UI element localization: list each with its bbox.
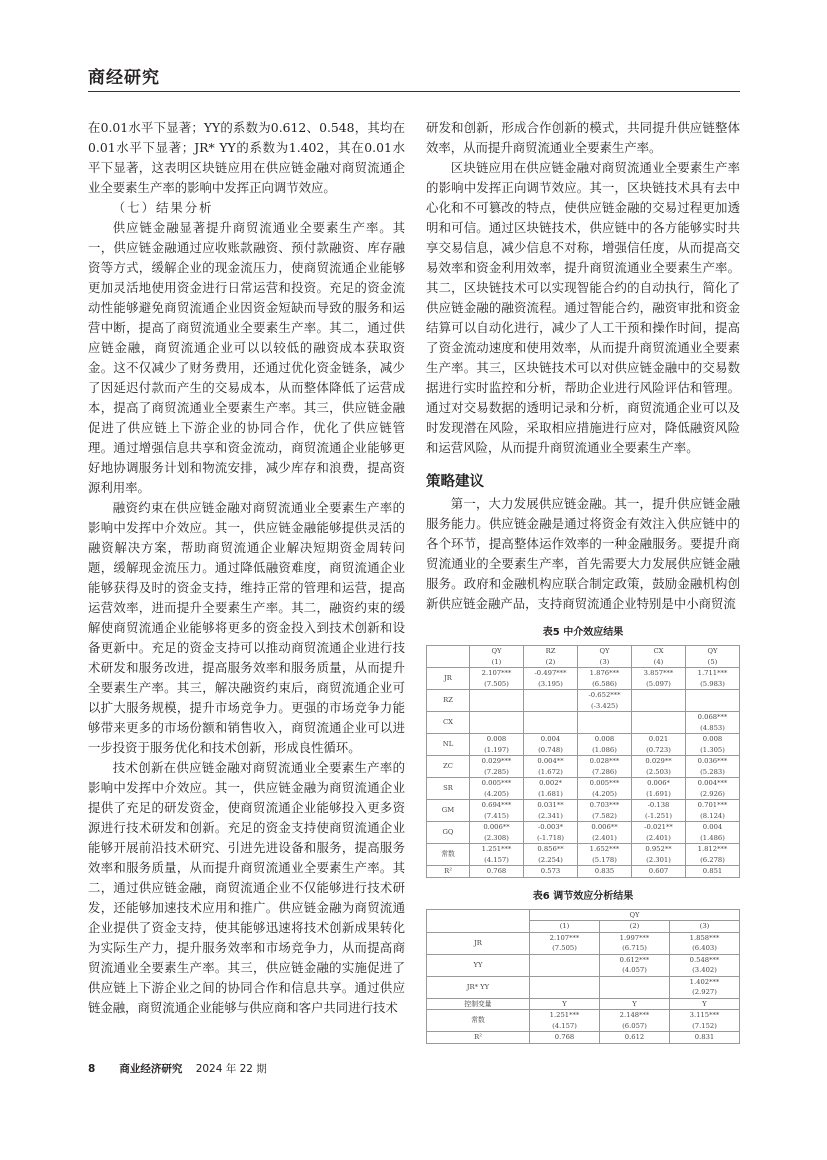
t-statistic: (6.057) <box>622 1021 647 1030</box>
table-row <box>427 734 740 756</box>
r2-value: 0.831 <box>670 1032 740 1044</box>
control-value: Y <box>530 998 600 1010</box>
table-cell <box>686 800 740 822</box>
coefficient: 0.002* <box>539 779 562 787</box>
table-cell <box>632 668 686 690</box>
coefficient: 1.251*** <box>549 1011 580 1019</box>
table-cell <box>578 734 632 756</box>
coefficient: 1.858*** <box>689 933 720 942</box>
row-label: 常数 <box>427 1010 530 1032</box>
coefficient: 0.701*** <box>697 801 728 809</box>
table-cell <box>600 932 670 954</box>
t-statistic: (5.097) <box>646 679 671 688</box>
coefficient: 0.006* <box>647 779 670 787</box>
coefficient: -0.497*** <box>534 669 567 677</box>
table-row <box>427 756 740 778</box>
coefficient: 2.107*** <box>481 669 512 677</box>
row-label: GM <box>427 800 470 822</box>
t-statistic: (1.197) <box>484 745 509 754</box>
table5-title: 表5 中介效应结果 <box>542 627 624 638</box>
t-statistic: (1.672) <box>538 767 563 776</box>
row-label: R² <box>427 1032 530 1044</box>
t-statistic: (4.157) <box>552 1021 577 1030</box>
table-cell <box>578 778 632 800</box>
column-header: (3) <box>670 921 740 933</box>
coefficient: -0.021** <box>644 823 673 831</box>
t-statistic: (4) <box>653 657 664 666</box>
t-statistic: (2.301) <box>646 855 671 864</box>
table-header-row <box>427 909 740 921</box>
t-statistic: (7.415) <box>484 811 509 820</box>
table-cell <box>470 668 524 690</box>
table-cell <box>632 822 686 844</box>
paragraph: 融资约束在供应链金融对商贸流通业全要素生产率的影响中发挥中介效应。其一，供应链金融能够提供灵活的融资解决方案，帮助商贸流通企业解决短期资金周转问题，缓解现金流压力。通过降低融资难度，商贸流通企业能够获得及时的资金支持，维持正常的管理和运营，提高运营效率，进而提升全要素生产率。其二，融资约束的缓解使商贸流通企业能够将更多的资金投入到技术创新和设备更新中。充足的资金支持可以推动商贸流通企业进行技术研发和服务改进，提高服务效率和服务质量，从而提升全要素生产率。其三，解决融资约束后，商贸流通企业可以扩大服务规模，提升市场竞争力。更强的市场竞争力能够带来更多的市场份额和销售收入，商贸流通企业可以进一步投资于服务优化和技术创新，形成良性循环。 <box>88 500 405 755</box>
coefficient: 0.028*** <box>589 757 620 765</box>
table-cell <box>578 668 632 690</box>
t-statistic: (7.505) <box>484 679 509 688</box>
coefficient: 0.548*** <box>689 955 720 964</box>
row-label: R² <box>427 866 470 878</box>
table-cell <box>686 712 740 734</box>
table-cell <box>470 712 524 734</box>
t-statistic: (7.152) <box>692 1021 717 1030</box>
table-cell <box>632 734 686 756</box>
coefficient: 3.115*** <box>689 1011 720 1019</box>
coefficient: 0.036*** <box>697 757 728 765</box>
corner-cell <box>427 646 470 668</box>
paragraph: 第一，大力发展供应链金融。其一，提升供应链金融服务能力。供应链金融是通过将资金有效注入供应链中的各个环节，提高整体运作效率的一种金融服务。要提升商贸流通业的全要素生产率，首先需要大力发展供应链金融服务。政府和金融机构应联合制定政策，鼓励金融机构创新供应链金融产品，支持商贸流通企业特别是中小商贸流 <box>426 496 740 611</box>
footer-journal: 商业经济研究 <box>119 1062 183 1075</box>
coefficient: 0.068*** <box>697 713 728 721</box>
t-statistic: (-3.425) <box>590 701 619 710</box>
table-cell <box>470 646 524 668</box>
coefficient: 0.612*** <box>619 955 650 964</box>
t-statistic: (2.254) <box>538 855 563 864</box>
coefficient: 1.711*** <box>697 669 728 677</box>
table-cell <box>578 844 632 866</box>
row-label: JR* YY <box>427 976 530 998</box>
t-statistic: (-1.718) <box>536 833 565 842</box>
section-heading: 策略建议 <box>426 474 484 490</box>
t-statistic: (5.178) <box>592 855 617 864</box>
t-statistic: (7.286) <box>592 767 617 776</box>
coefficient: RZ <box>545 647 556 655</box>
table-row <box>427 800 740 822</box>
table-row <box>427 976 740 998</box>
t-statistic: (4.853) <box>700 723 725 732</box>
t-statistic: (1) <box>491 657 502 666</box>
dependent-variable: QY <box>530 909 740 921</box>
table-cell <box>578 712 632 734</box>
coefficient: 0.703*** <box>589 801 620 809</box>
table-cell <box>524 646 578 668</box>
t-statistic: (1.086) <box>592 745 617 754</box>
coefficient: 1.876*** <box>589 669 620 677</box>
paragraph: 供应链金融显著提升商贸流通业全要素生产率。其一，供应链金融通过应收账款融资、预付款融资、库存融资等方式，缓解企业的现金流压力，使商贸流通企业能够更加灵活地使用资金进行日常运营和投资。充足的资金流动性能够避免商贸流通企业因资金短缺而导致的服务和运营中断，提高了商贸流通业全要素生产率。其二，通过供应链金融，商贸流通企业可以以较低的融资成本获取资金。这不仅减少了财务费用，还通过优化资金链条，减少了因延迟付款而产生的交易成本，从而整体降低了运营成本，提高了商贸流通业全要素生产率。其三，供应链金融促进了供应链上下游企业的协同合作，优化了供应链管理。通过增强信息共享和资金流动，商贸流通企业能够更好地协调服务计划和物流安排，减少库存和浪费，提高资源利用率。 <box>88 220 405 495</box>
coefficient: 0.006** <box>591 823 618 831</box>
table-row <box>427 1032 740 1044</box>
table-cell <box>470 822 524 844</box>
journal-header: 商经研究 <box>88 68 160 88</box>
row-label: YY <box>427 954 530 976</box>
table-cell <box>524 822 578 844</box>
row-label: ZC <box>427 756 470 778</box>
table-row <box>427 932 740 954</box>
control-value: Y <box>670 998 740 1010</box>
t-statistic: (2.401) <box>646 833 671 842</box>
coefficient: 0.004 <box>702 823 723 831</box>
table-cell <box>632 844 686 866</box>
t-statistic: (4.205) <box>592 789 617 798</box>
table-row <box>427 690 740 712</box>
t-statistic: (4.057) <box>622 966 647 974</box>
page-number: 8 <box>88 1062 96 1075</box>
table-cell <box>524 844 578 866</box>
table-cell <box>524 668 578 690</box>
table-cell <box>600 954 670 976</box>
coefficient: 1.251*** <box>481 845 512 853</box>
t-statistic: (0.748) <box>538 745 563 754</box>
coefficient: 0.004*** <box>697 779 728 787</box>
t-statistic: (3.402) <box>692 966 717 974</box>
coefficient: -0.652*** <box>588 691 621 699</box>
t-statistic: (2.308) <box>484 833 509 842</box>
table-row <box>427 668 740 690</box>
page-footer <box>88 1062 740 1096</box>
t-statistic: (4.157) <box>484 855 509 864</box>
table-cell <box>670 954 740 976</box>
table-cell <box>470 800 524 822</box>
table-row <box>427 844 740 866</box>
table-row <box>427 822 740 844</box>
row-label: NL <box>427 734 470 756</box>
r2-value: 0.573 <box>524 866 578 878</box>
table-cell <box>670 1010 740 1032</box>
coefficient: 1.402*** <box>689 977 720 986</box>
table6-title: 表6 调节效应分析结果 <box>532 890 634 902</box>
left-column <box>88 118 405 1044</box>
coefficient: 0.029** <box>645 757 672 765</box>
table-row <box>427 866 740 878</box>
t-statistic: (2.927) <box>692 988 717 996</box>
right-column <box>426 118 740 1044</box>
t-statistic: (5) <box>707 657 718 666</box>
t-statistic: (8.124) <box>700 811 725 820</box>
table-cell <box>578 690 632 712</box>
table-row <box>427 1010 740 1032</box>
paragraph: 技术创新在供应链金融对商贸流通业全要素生产率的影响中发挥中介效应。其一，供应链金融为商贸流通企业提供了充足的研发资金，使商贸流通企业能够投入更多资源进行技术研发和创新。充足的资金支持使商贸流通企业能够开展前沿技术研究、引进先进设备和服务，提高服务效率和服务质量，从而提升商贸流通业全要素生产率。其二，通过供应链金融，商贸流通企业不仅能够进行技术研发，还能够加速技术应用和推广。供应链金融为商贸流通企业提供了资金支持，使其能够迅速将技术创新成果转化为实际生产力，提升服务效率和市场竞争力，从而提高商贸流通业全要素生产率。其三，供应链金融的实施促进了供应链上下游企业之间的协同合作和信息共享。通过供应链金融，商贸流通企业能够与供应商和客户共同进行技术 <box>88 760 405 1015</box>
table-cell <box>632 778 686 800</box>
table-row <box>427 954 740 976</box>
r2-value: 0.835 <box>578 866 632 878</box>
paragraph: 在0.01水平下显著；YY的系数为0.612、0.548，其均在0.01水平下显著；JR* YY的系数为1.402，其在0.01水平下显著，这表明区块链应用在供应链金融对商贸流通企业全要素生产率的影响中发挥正向调节效应。 <box>88 120 405 195</box>
table-cell <box>632 800 686 822</box>
coefficient: -0.138 <box>647 801 670 809</box>
table5-mediation-results <box>426 645 740 878</box>
subheading: （七）结果分析 <box>112 200 214 215</box>
table6-moderation-results <box>426 909 740 1044</box>
table-cell <box>530 954 600 976</box>
table-cell <box>470 734 524 756</box>
coefficient: 1.997*** <box>619 933 650 942</box>
table-cell <box>470 756 524 778</box>
table-cell <box>632 756 686 778</box>
coefficient: 1.812*** <box>697 845 728 853</box>
coefficient: 0.004 <box>540 735 561 743</box>
table-cell <box>686 822 740 844</box>
control-value: Y <box>600 998 670 1010</box>
coefficient: 2.148*** <box>619 1011 650 1019</box>
table-cell <box>600 1010 670 1032</box>
coefficient: 0.008 <box>702 735 723 743</box>
coefficient: 1.652*** <box>589 845 620 853</box>
table-cell <box>524 778 578 800</box>
table-cell <box>670 932 740 954</box>
table-cell <box>524 712 578 734</box>
t-statistic: (7.505) <box>552 944 577 952</box>
table-cell <box>578 800 632 822</box>
coefficient: 2.107*** <box>549 933 580 942</box>
coefficient: 0.029*** <box>481 757 512 765</box>
coefficient: QY <box>707 647 718 655</box>
table-cell <box>530 976 600 998</box>
coefficient: 0.006** <box>483 823 510 831</box>
row-label: GQ <box>427 822 470 844</box>
paragraph: 区块链应用在供应链金融对商贸流通业全要素生产率的影响中发挥正向调节效应。其一，区块链技术具有去中心化和不可篡改的特点，使供应链金融的交易过程更加透明和可信。通过区块链技术，供应链中的各方能够实时共享交易信息，减少信息不对称，增强信任度，从而提高交易效率和资金利用效率，提升商贸流通业全要素生产率。其二，区块链技术可以实现智能合约的自动执行，简化了供应链金融的融资流程。通过智能合约，融资审批和资金结算可以自动化进行，减少了人工干预和操作时间，提高了资金流动速度和使用效率，从而提升商贸流通业全要素生产率。其三，区块链技术可以对供应链金融中的交易数据进行实时监控和分析，帮助企业进行风险评估和管理。通过对交易数据的透明记录和分析，商贸流通企业可以及时发现潜在风险，采取相应措施进行应对，降低融资风险和运营风险，从而提升商贸流通业全要素生产率。 <box>426 160 740 455</box>
t-statistic: (1.305) <box>700 745 725 754</box>
t-statistic: (6.403) <box>692 944 717 952</box>
table-cell <box>632 712 686 734</box>
row-label: JR <box>427 932 530 954</box>
table-row <box>427 712 740 734</box>
row-label: 控制变量 <box>427 998 530 1010</box>
t-statistic: (-1.251) <box>644 811 673 820</box>
table-cell <box>578 756 632 778</box>
table-cell <box>686 844 740 866</box>
t-statistic: (5.983) <box>700 679 725 688</box>
r2-value: 0.607 <box>632 866 686 878</box>
column-header: (2) <box>600 921 670 933</box>
r2-value: 0.851 <box>686 866 740 878</box>
table-cell <box>600 976 670 998</box>
table-cell <box>686 756 740 778</box>
coefficient: 0.008 <box>486 735 507 743</box>
coefficient: CX <box>653 647 664 655</box>
paragraph: 研发和创新，形成合作创新的模式，共同提升供应链整体效率，从而提升商贸流通业全要素生产率。 <box>426 120 740 155</box>
t-statistic: (7.285) <box>484 767 509 776</box>
coefficient: 0.021 <box>648 735 669 743</box>
coefficient: 0.005*** <box>481 779 512 787</box>
t-statistic: (4.205) <box>484 789 509 798</box>
t-statistic: (2.341) <box>538 811 563 820</box>
row-label: 常数 <box>427 844 470 866</box>
table-cell <box>686 778 740 800</box>
page-body <box>88 118 740 1044</box>
coefficient: QY <box>491 647 502 655</box>
table-row <box>427 778 740 800</box>
row-label: SR <box>427 778 470 800</box>
coefficient: 0.856** <box>537 845 564 853</box>
table-cell <box>524 734 578 756</box>
coefficient: 3.857*** <box>643 669 674 677</box>
table-cell <box>530 1010 600 1032</box>
t-statistic: (2.503) <box>646 767 671 776</box>
t-statistic: (1.486) <box>700 833 725 842</box>
t-statistic: (6.586) <box>592 679 617 688</box>
table-cell <box>470 844 524 866</box>
coefficient: 0.004** <box>537 757 564 765</box>
table-cell <box>524 690 578 712</box>
coefficient: 0.008 <box>594 735 615 743</box>
footer-issue: 2024 年 22 期 <box>195 1062 267 1075</box>
table-cell <box>470 690 524 712</box>
coefficient: QY <box>599 647 610 655</box>
table-cell <box>686 646 740 668</box>
r2-value: 0.768 <box>530 1032 600 1044</box>
coefficient: 0.694*** <box>481 801 512 809</box>
table-header-row <box>427 646 740 668</box>
table-cell <box>524 756 578 778</box>
t-statistic: (2.401) <box>592 833 617 842</box>
column-header: (1) <box>530 921 600 933</box>
table-cell <box>530 932 600 954</box>
t-statistic: (3.195) <box>538 679 563 688</box>
row-label: RZ <box>427 690 470 712</box>
table-cell <box>686 668 740 690</box>
table-cell <box>578 646 632 668</box>
t-statistic: (5.283) <box>700 767 725 776</box>
table-cell <box>578 822 632 844</box>
t-statistic: (2) <box>545 657 556 666</box>
coefficient: -0.003* <box>537 823 564 831</box>
t-statistic: (7.582) <box>592 811 617 820</box>
t-statistic: (6.715) <box>622 944 647 952</box>
table-cell <box>632 690 686 712</box>
table-row <box>427 998 740 1010</box>
t-statistic: (3) <box>599 657 610 666</box>
t-statistic: (0.723) <box>646 745 671 754</box>
table-cell <box>470 778 524 800</box>
coefficient: 0.005*** <box>589 779 620 787</box>
r2-value: 0.768 <box>470 866 524 878</box>
table-cell <box>524 800 578 822</box>
coefficient: 0.031** <box>537 801 564 809</box>
t-statistic: (1.691) <box>646 789 671 798</box>
t-statistic: (6.278) <box>700 855 725 864</box>
table-cell <box>686 734 740 756</box>
row-label: CX <box>427 712 470 734</box>
corner-cell <box>427 909 530 932</box>
table-cell <box>670 976 740 998</box>
r2-value: 0.612 <box>600 1032 670 1044</box>
row-label: JR <box>427 668 470 690</box>
t-statistic: (1.681) <box>538 789 563 798</box>
coefficient: 0.952** <box>645 845 672 853</box>
table-cell <box>686 690 740 712</box>
page-header <box>88 0 740 92</box>
table-cell <box>632 646 686 668</box>
t-statistic: (2.926) <box>700 789 725 798</box>
